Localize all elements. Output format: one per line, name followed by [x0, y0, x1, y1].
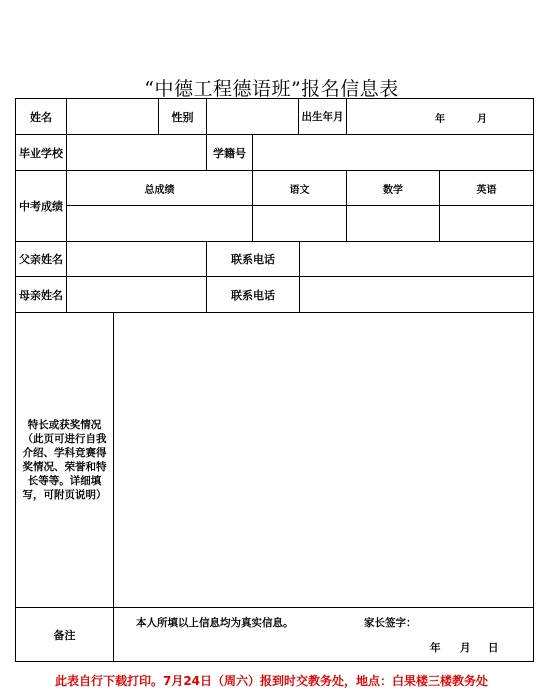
mother-phone-label: 联系电话	[231, 288, 275, 302]
mother-name-label: 母亲姓名	[19, 288, 63, 302]
father-name-field[interactable]	[67, 242, 206, 276]
total-score-field[interactable]	[67, 206, 252, 241]
gender-field[interactable]	[207, 99, 298, 134]
submission-notice: 此表自行下载打印。7月24日（周六）报到时交教务处，地点：白果楼三楼教务处	[54, 674, 489, 688]
birth-date-field[interactable]	[347, 99, 533, 134]
mother-phone-field[interactable]	[300, 277, 533, 312]
school-label: 毕业学校	[19, 146, 63, 160]
name-label: 姓名	[30, 110, 52, 124]
father-phone-label: 联系电话	[231, 253, 275, 266]
father-name-label: 父亲姓名	[19, 253, 63, 266]
sign-month-label: 月	[460, 642, 471, 654]
school-field[interactable]	[67, 135, 206, 170]
parent-signature-label: 家长签字：	[364, 617, 417, 629]
birth-month-label: 月	[477, 114, 487, 125]
sign-day-label: 日	[488, 642, 499, 654]
english-score-field[interactable]	[440, 206, 533, 241]
birth-year-label: 年	[435, 114, 445, 125]
chinese-score-header: 语文	[289, 184, 310, 196]
form-title: “中德工程德语班”报名信息表	[144, 78, 399, 100]
birth-date-label: 出生年月	[301, 111, 344, 123]
sign-year-label: 年	[430, 642, 441, 654]
math-score-header: 数学	[383, 184, 403, 196]
english-score-header: 英语	[476, 184, 497, 196]
exam-scores-label: 中考成绩	[19, 200, 63, 213]
declaration-text: 本人所填以上信息均为真实信息。	[136, 617, 294, 629]
student-id-field[interactable]	[253, 135, 533, 170]
math-score-field[interactable]	[347, 206, 439, 241]
talents-awards-field[interactable]	[114, 313, 533, 607]
talents-awards-label: 特长或获奖情况（此页可进行自我介绍、学科竞赛得奖情况、荣誉和特长等等。详细填写，可附页说明）	[22, 419, 107, 501]
name-field[interactable]	[67, 99, 158, 134]
father-phone-field[interactable]	[300, 242, 533, 276]
remarks-label: 备注	[53, 628, 76, 642]
remarks-field[interactable]	[114, 608, 533, 661]
student-id-label: 学籍号	[213, 146, 246, 160]
chinese-score-field[interactable]	[253, 206, 346, 241]
total-score-header: 总成绩	[144, 184, 175, 196]
gender-label: 性别	[171, 110, 194, 124]
mother-name-field[interactable]	[67, 277, 206, 312]
